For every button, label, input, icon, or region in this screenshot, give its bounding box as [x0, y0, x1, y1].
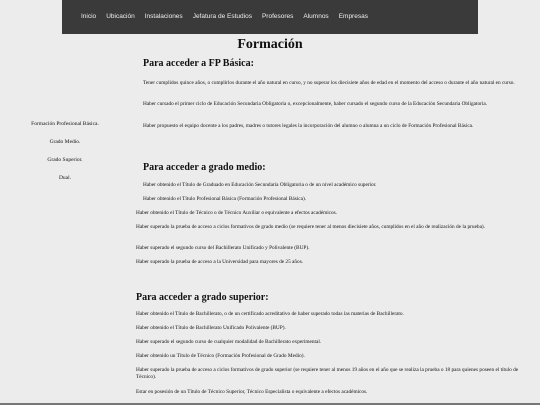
paragraph: Haber obtenido el Título de Técnico o de Técnico Auxiliar o equivalente a efectos académicos. [136, 210, 338, 216]
paragraph: Haber obtenido un Título de Técnico (Formación Profesional de Grado Medio). [136, 353, 305, 359]
nav-alumnos[interactable]: Alumnos [303, 13, 329, 20]
sidebar-item-fp-basica[interactable]: Formación Profesional Básica. [31, 121, 99, 127]
paragraph: Haber obtenido el Título de Bachillerato, o de un certificado acreditativo de haber superado todas las materias de Bachillerato. [136, 311, 404, 317]
sidebar-item-dual[interactable]: Dual. [58, 175, 72, 181]
sidebar [0, 121, 130, 193]
nav-empresas[interactable]: Empresas [338, 13, 368, 20]
sidebar-item-grado-superior[interactable]: Grado Superior. [47, 157, 83, 163]
paragraph: Haber obtenido el Título Profesional Básica (Formación Profesional Básica). [143, 196, 307, 202]
paragraph: Haber superado el segundo curso de cualquier modalidad de Bachillerato experimental. [136, 339, 322, 345]
paragraph: Tener cumplidos quince años, o cumplirlos durante el año natural en curso, y no superar los diecisiete años de edad en el momento del acceso o durante el año natural en curso. [143, 80, 515, 86]
paragraph: Haber obtenido el Título de Bachillerato Unificado Polivalente (BUP). [136, 325, 286, 331]
sidebar-item-grado-medio[interactable]: Grado Medio. [49, 139, 81, 145]
section-heading-fp-basica: Para acceder a FP Básica: [143, 58, 254, 69]
top-nav [62, 0, 478, 34]
section-heading-grado-superior: Para acceder a grado superior: [136, 292, 269, 303]
page-title: Formación [237, 37, 303, 52]
paragraph: Haber superado el segundo curso del Bachillerato Unificado y Polivalente (BUP). [136, 245, 310, 251]
paragraph: Haber cursado el primer ciclo de Educación Secundaria Obligatoria o, excepcionalmente, haber cursado el segundo curso de la Educación Secundaria Obligatoria. [143, 101, 488, 107]
paragraph: Haber propuesto el equipo docente a los padres, madres o tutores legales la incorporación del alumno o alumna a un ciclo de Formación Profesional Básica. [143, 123, 474, 129]
paragraph: Haber superado la prueba de acceso a ciclos formativos de grado medio (se requiere tener al menos diecisiete años, cumplidos en el año de realización de la prueba). [136, 224, 486, 230]
paragraph: Haber superado la prueba de acceso a la Universidad para mayores de 25 años. [136, 259, 304, 265]
nav-jefatura[interactable]: Jefatura de Estudios [192, 13, 252, 20]
paragraph: Haber superado la prueba de acceso a ciclos formativos de grado superior (se requiere tener al menos 19 años en el año que se realiza la prueba o 18 para quienes poseen el título de Técnico). [136, 367, 519, 380]
paragraph: Estar en posesión de un Título de Técnico Superior, Técnico Especialista o equivalente a efectos académicos. [136, 389, 368, 395]
nav-ubicacion[interactable]: Ubicación [106, 13, 135, 20]
nav-profesores[interactable]: Profesores [261, 13, 294, 20]
nav-instalaciones[interactable]: Instalaciones [144, 13, 183, 20]
section-heading-grado-medio: Para acceder a grado medio: [143, 162, 266, 173]
paragraph: Haber obtenido el Título de Graduado en Educación Secundaria Obligatoria o de un nivel académico superior. [143, 182, 377, 188]
nav-inicio[interactable]: Inicio [81, 13, 97, 20]
